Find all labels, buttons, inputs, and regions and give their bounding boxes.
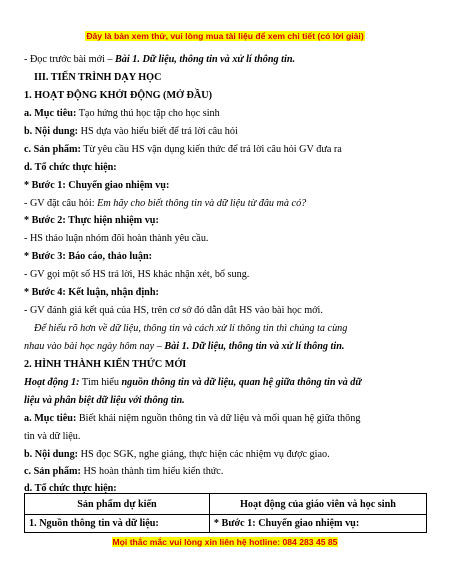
text-line: a. Mục tiêu: Biết khái niệm nguồn thông tin và dữ liệu và mối quan hệ giữa thông: [24, 413, 361, 424]
table-cell: 1. Nguồn thông tin và dữ liệu:: [25, 515, 210, 533]
text-line: b. Nội dung: HS đọc SGK, nghe giảng, thực hiện các nhiệm vụ được giao.: [24, 449, 330, 460]
step-heading: * Bước 3: Báo cáo, thảo luận:: [24, 251, 153, 262]
text-line: c. Sản phẩm: HS hoàn thành tìm hiểu kiến thức.: [24, 466, 224, 477]
preview-notice-banner: Đây là bản xem thử, vui lòng mua tài liệu để xem chi tiết (có lời giải): [86, 31, 364, 41]
text-line: b. Nội dung: HS dựa vào hiểu biết để trả lời câu hỏi: [24, 126, 238, 137]
lesson-table: [24, 493, 427, 533]
activity-heading: 2. HÌNH THÀNH KIẾN THỨC MỚI: [24, 359, 187, 370]
section-heading: III. TIẾN TRÌNH DẠY HỌC: [34, 72, 162, 83]
activity-heading: 1. HOẠT ĐỘNG KHỞI ĐỘNG (MỞ ĐẦU): [24, 90, 212, 101]
step-heading: * Bước 2: Thực hiện nhiệm vụ:: [24, 215, 159, 226]
text-line: c. Sản phẩm: Từ yêu cầu HS vận dụng kiến thức để trả lời câu hỏi GV đưa ra: [24, 144, 342, 155]
table-header-cell: Hoạt động của giáo viên và học sinh: [209, 494, 426, 515]
text-line: tin và dữ liệu.: [24, 431, 81, 442]
text-line: - GV đánh giá kết quả của HS, trên cơ sở đó dẫn dắt HS vào bài học mới.: [24, 305, 323, 316]
text-line: - Đọc trước bài mới – Bài 1. Dữ liệu, thông tin và xử lí thông tin.: [24, 54, 296, 65]
step-heading: * Bước 1: Chuyển giao nhiệm vụ:: [24, 180, 170, 191]
table-row: [25, 515, 427, 533]
text-line: - GV đặt câu hỏi: Em hãy cho biết thông tin và dữ liệu từ đâu mà có?: [24, 198, 307, 209]
text-line: - GV gọi một số HS trả lời, HS khác nhận xét, bổ sung.: [24, 269, 250, 280]
text-line: - HS thảo luận nhóm đôi hoàn thành yêu cầu.: [24, 233, 209, 244]
table-header-cell: Sản phẩm dự kiến: [25, 494, 210, 515]
text-line: Để hiểu rõ hơn về dữ liệu, thông tin và cách xử lí thông tin thì chúng ta cùng: [34, 323, 348, 334]
text-line: Hoạt động 1: Tìm hiểu nguồn thông tin và dữ liệu, quan hệ giữa thông tin và dữ: [24, 377, 362, 388]
hotline-banner: Mọi thắc mắc vui lòng xin liên hệ hotline: 084 283 45 85: [112, 537, 338, 547]
table-cell: * Bước 1: Chuyển giao nhiệm vụ:: [209, 515, 426, 533]
text-line: liệu và phân biệt dữ liệu với thông tin.: [24, 395, 185, 406]
step-heading: * Bước 4: Kết luận, nhận định:: [24, 287, 159, 298]
text-line: a. Mục tiêu: Tạo hứng thú học tập cho học sinh: [24, 108, 220, 119]
subheading: d. Tổ chức thực hiện:: [24, 162, 117, 173]
subheading: d. Tổ chức thực hiện:: [24, 483, 117, 494]
text-line: nhau vào bài học ngày hôm nay – Bài 1. Dữ liệu, thông tin và xử lí thông tin.: [24, 341, 345, 352]
